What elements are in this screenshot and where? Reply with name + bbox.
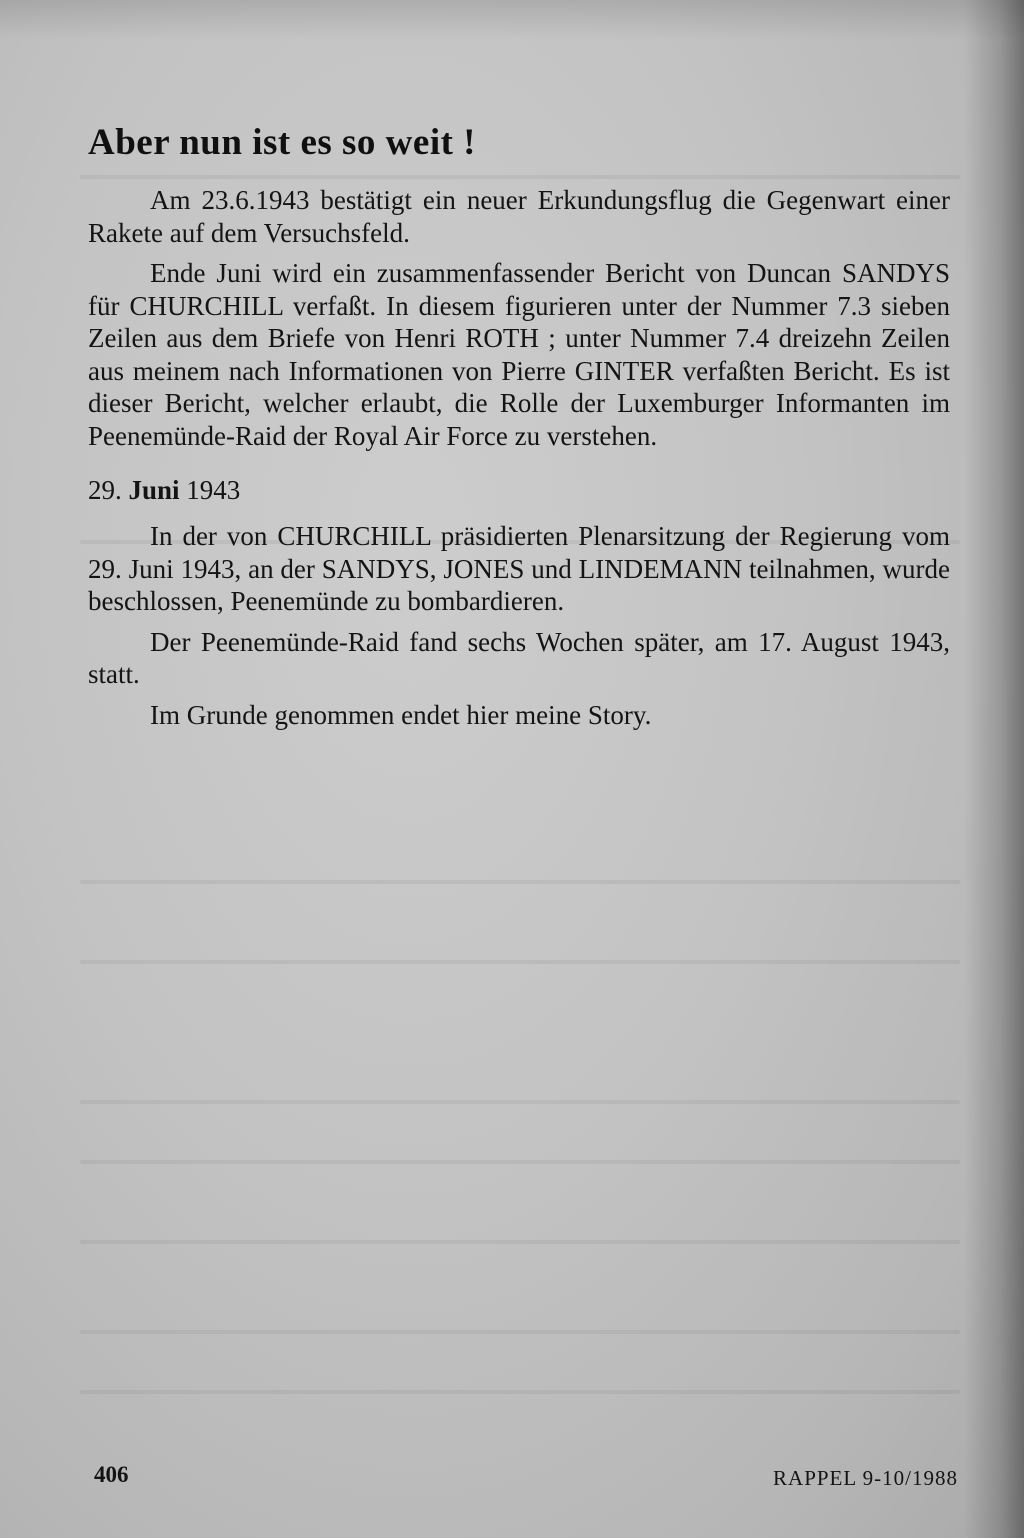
section-date-day: 29. [88,475,129,505]
paragraph: Der Peenemünde-Raid fand sechs Wochen später, am 17. August 1943, statt. [88,626,950,689]
page-content [88,118,950,739]
paragraph: Am 23.6.1943 bestätigt ein neuer Erkundungsflug die Gegenwart einer Rakete auf dem Versuchsfeld. [88,185,950,248]
bleed-through-line [80,1330,960,1334]
paragraph: Ende Juni wird ein zusammenfassender Bericht von Duncan SANDYS für CHURCHILL verfaßt. In diesem figurieren unter der Nummer 7.3 sieben Zeilen aus dem Briefe von Henri ROTH ; unter Nummer 7.4 dreizehn Zeilen aus meinem nach Informationen von Pierre GINTER verfaßten Bericht. Es ist dieser Bericht, welcher erlaubt, die Rolle der Luxemburger Informanten im Peenemünde-Raid der Royal Air Force zu verstehen. [88,258,950,451]
page-number: 406 [94,1462,129,1487]
section-date-month: Juni [128,475,180,505]
page-heading: Aber nun ist es so weit ! [88,122,476,163]
bleed-through-line [80,1240,960,1244]
page-top-shade [0,0,1024,40]
publication-footer: RAPPEL 9-10/1988 [773,1466,958,1490]
bleed-through-line [80,960,960,964]
paragraph: Im Grunde genommen endet hier meine Story. [150,699,652,730]
paragraph: In der von CHURCHILL präsidierten Plenarsitzung der Regierung vom 29. Juni 1943, an der SANDYS, JONES und LINDEMANN teilnahmen, wurde beschlossen, Peenemünde zu bombardieren. [88,521,950,616]
bleed-through-line [80,1160,960,1164]
bleed-through-line [80,1100,960,1104]
section-date-heading [88,474,950,506]
bleed-through-line [80,880,960,884]
bleed-through-line [80,1390,960,1394]
section-date-year: 1943 [179,475,241,505]
page-edge-shadow [964,0,1024,1538]
